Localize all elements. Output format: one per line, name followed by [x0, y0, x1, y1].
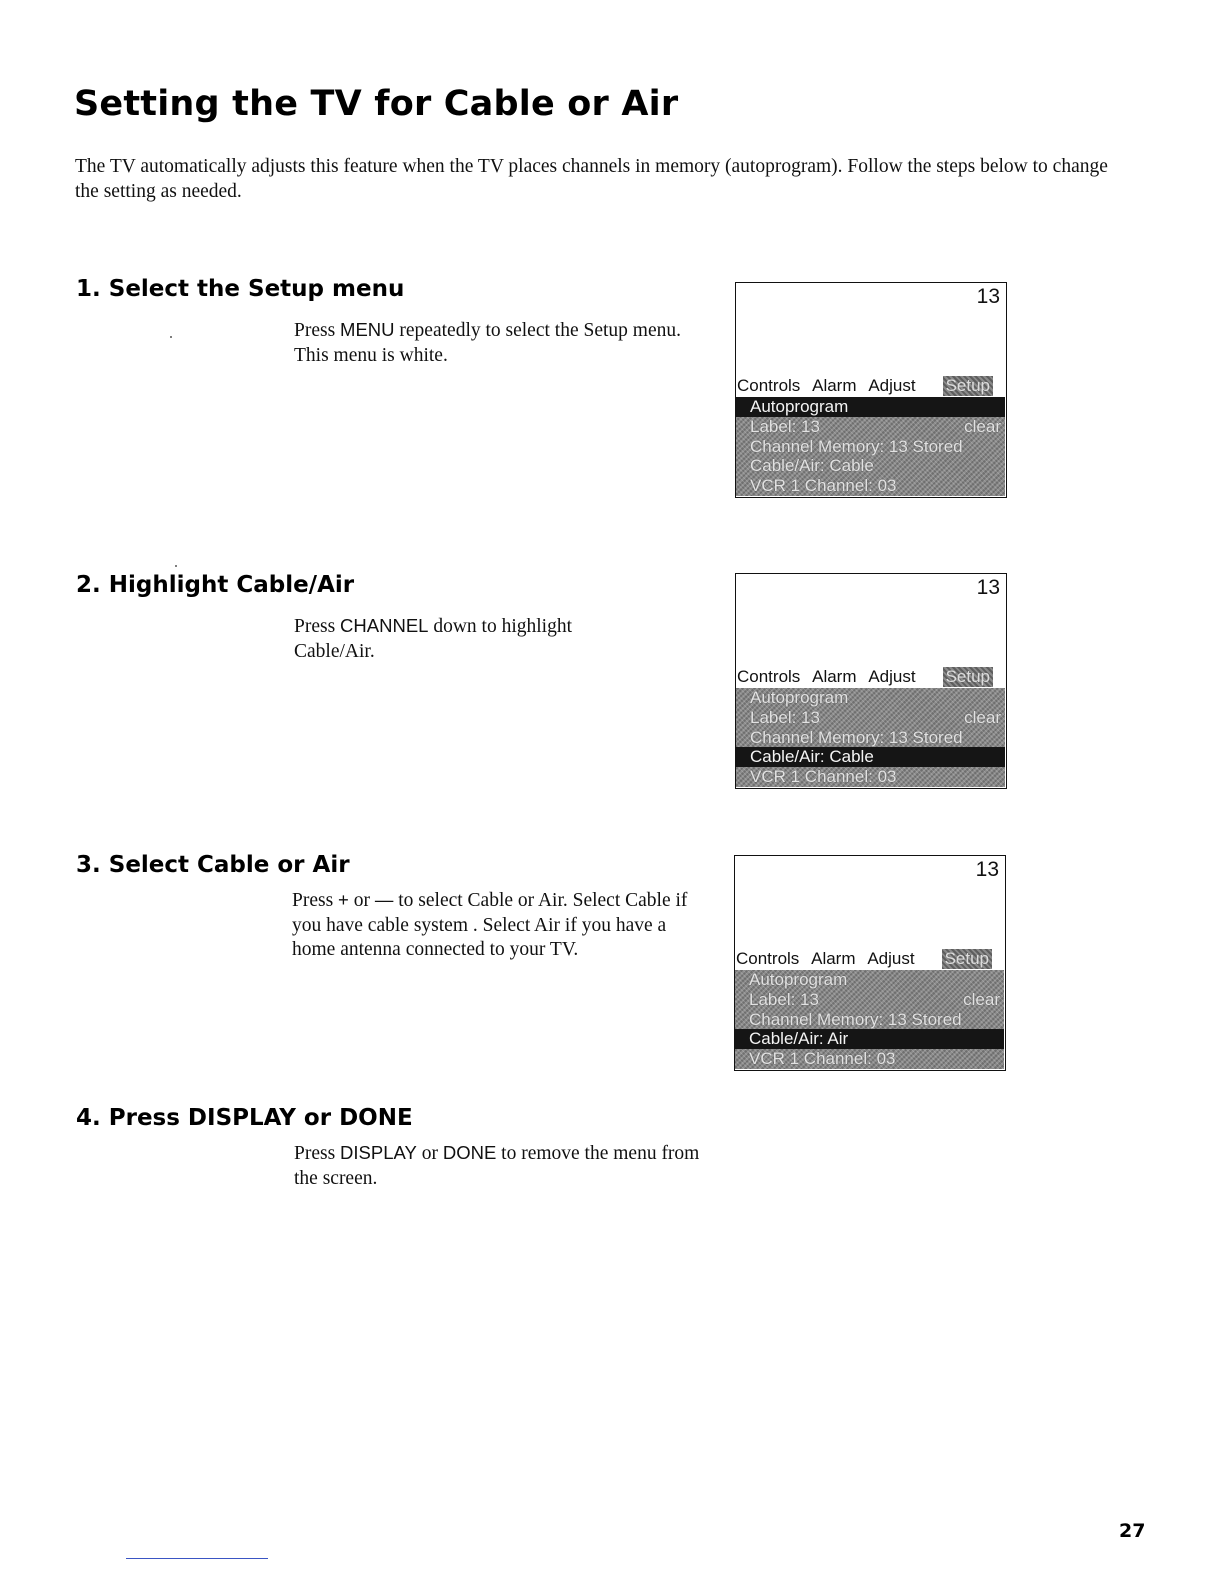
step-3-heading: 3. Select Cable or Air [76, 852, 350, 878]
step-3-text-c: to select Cable or Air. Select Cable if you have cable system . Select Air if you have a home antenna connected to your TV. [292, 890, 688, 960]
tab-setup: Setup [943, 376, 993, 396]
menu-item [736, 767, 1005, 787]
menu-item [736, 747, 1005, 767]
menu-item-label: Label: 13 [750, 707, 820, 727]
menu-item [735, 990, 1004, 1010]
tab-controls: Controls [737, 667, 801, 686]
step-1-heading: 1. Select the Setup menu [76, 276, 405, 302]
menu-item [736, 437, 1005, 457]
menu-item [736, 417, 1005, 437]
step-4-text-c: to remove the menu from the screen. [294, 1143, 700, 1189]
menu-tabs [737, 666, 1003, 688]
menu-item [735, 1029, 1004, 1049]
menu-item [736, 688, 1005, 708]
step-2-text-b: down to highlight Cable/Air. [294, 616, 573, 662]
menu-item-label: VCR 1 Channel: 03 [750, 476, 897, 496]
menu-tabs [737, 375, 1003, 397]
tab-controls: Controls [736, 949, 800, 968]
step-3-text-b: or [348, 890, 375, 911]
menu-item [736, 456, 1005, 476]
menu-item-label: Autoprogram [750, 397, 849, 416]
menu-item [735, 970, 1004, 990]
menu-item-label: Cable/Air: Cable [750, 456, 874, 476]
menu-item-label: Autoprogram [750, 688, 849, 707]
page-number: 27 [1119, 1520, 1146, 1542]
tab-alarm: Alarm [812, 376, 857, 395]
menu-item-label: Channel Memory: 13 Stored [749, 1009, 962, 1029]
tv-screen-step-1 [735, 282, 1007, 498]
menu-item [736, 476, 1005, 496]
tab-setup: Setup [943, 667, 993, 687]
menu-item-value: clear [963, 989, 1000, 1009]
menu-item-label: VCR 1 Channel: 03 [750, 767, 897, 787]
step-2-body [294, 614, 654, 664]
menu-item-label: Channel Memory: 13 Stored [750, 727, 963, 747]
scan-speck [170, 336, 172, 338]
step-1-text-b: repeatedly to select the Setup menu. This menu is white. [294, 320, 681, 366]
footer-rule [126, 1558, 268, 1559]
minus-key: — [374, 889, 394, 910]
menu-key: MENU [340, 319, 395, 340]
tab-adjust: Adjust [868, 376, 916, 395]
menu-item-label: VCR 1 Channel: 03 [749, 1049, 896, 1069]
step-4-heading: 4. Press DISPLAY or DONE [76, 1105, 413, 1131]
menu-item-label: Label: 13 [750, 416, 820, 436]
step-1-body [294, 318, 684, 368]
step-2-text-a: Press [294, 616, 341, 637]
step-3-text-a: Press [292, 890, 339, 911]
menu-item [736, 728, 1005, 748]
plus-key: + [338, 889, 349, 910]
done-key: DONE [442, 1142, 497, 1163]
tv-screen-step-2 [735, 573, 1007, 789]
step-4-text-b: or [416, 1143, 443, 1164]
channel-number: 13 [976, 285, 1000, 308]
menu-item-label: Label: 13 [749, 989, 819, 1009]
tv-screen-step-3 [734, 855, 1006, 1071]
menu-item-label: Cable/Air: Cable [750, 747, 874, 767]
setup-menu-items [736, 397, 1005, 496]
step-1-text-a: Press [294, 320, 341, 341]
page-title: Setting the TV for Cable or Air [74, 84, 679, 124]
menu-item-value: clear [964, 707, 1001, 727]
setup-menu-items [736, 688, 1005, 787]
step-2-heading: 2. Highlight Cable/Air [76, 572, 355, 598]
step-3-body [292, 888, 692, 963]
menu-item-label: Cable/Air: Air [749, 1029, 849, 1049]
menu-item [736, 397, 1005, 417]
step-4-body [294, 1141, 714, 1191]
scan-speck [175, 565, 177, 567]
intro-paragraph: The TV automatically adjusts this feature when the TV places channels in memory (autoprogram). Follow the steps below to change the setting as needed. [75, 156, 1108, 202]
channel-key: CHANNEL [340, 615, 429, 636]
menu-item [735, 1010, 1004, 1030]
setup-menu-items [735, 970, 1004, 1069]
step-4-text-a: Press [294, 1143, 341, 1164]
tab-adjust: Adjust [867, 949, 915, 968]
tab-controls: Controls [737, 376, 801, 395]
tab-alarm: Alarm [812, 667, 857, 686]
menu-item-value: clear [964, 416, 1001, 436]
menu-item-label: Channel Memory: 13 Stored [750, 436, 963, 456]
display-key: DISPLAY [340, 1142, 417, 1163]
menu-item-label: Autoprogram [749, 970, 848, 989]
channel-number: 13 [976, 576, 1000, 599]
menu-tabs [736, 948, 1002, 970]
menu-item [736, 708, 1005, 728]
tab-adjust: Adjust [868, 667, 916, 686]
tab-setup: Setup [942, 949, 992, 969]
tab-alarm: Alarm [811, 949, 856, 968]
menu-item [735, 1049, 1004, 1069]
channel-number: 13 [975, 858, 999, 881]
